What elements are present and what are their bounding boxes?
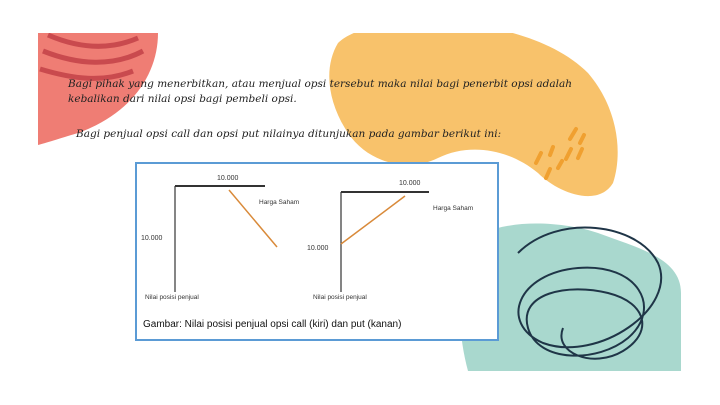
text-segment: nilainya ditunjukan pada gambar berikut ini: — [259, 128, 502, 140]
text-segment: Bagi penjual opsi — [76, 128, 172, 140]
text-segment: dan opsi — [190, 128, 242, 140]
call-term: call — [171, 128, 191, 140]
figure-intro-paragraph — [76, 127, 596, 142]
figure-caption: Gambar: Nilai posisi penjual opsi call (kiri) dan put (kanan) — [143, 319, 402, 330]
slide — [38, 33, 681, 371]
left-top-label: 10.000 — [217, 175, 239, 182]
right-mid-label: 10.000 — [307, 245, 329, 252]
left-curve-label: Harga Saham — [259, 199, 300, 206]
right-curve-label: Harga Saham — [433, 205, 474, 212]
left-mid-label: 10.000 — [141, 235, 163, 242]
right-payoff-line — [341, 196, 405, 244]
right-axis-label: Nilai posisi penjual — [313, 294, 367, 301]
right-top-label: 10.000 — [399, 180, 421, 187]
left-axis-label: Nilai posisi penjual — [145, 294, 199, 301]
left-panel-call — [141, 175, 299, 301]
payoff-figure — [135, 162, 499, 341]
put-term: put — [241, 128, 260, 140]
right-panel-put — [307, 180, 473, 301]
intro-paragraph: Bagi pihak yang menerbitkan, atau menjual opsi tersebut maka nilai bagi penerbit opsi adalah kebalikan dari nilai opsi bagi pembeli opsi. — [68, 78, 573, 105]
